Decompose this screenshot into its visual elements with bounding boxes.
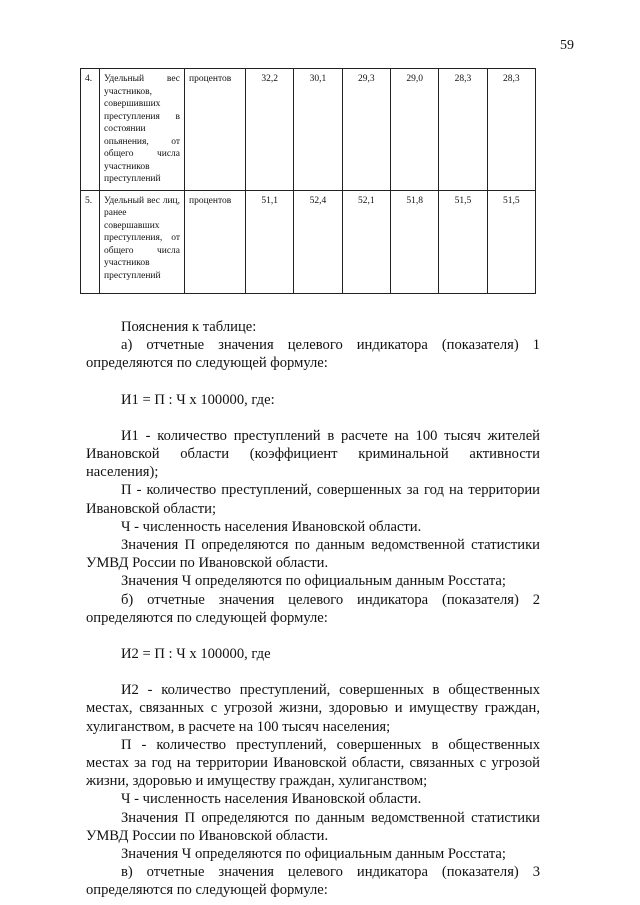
- paragraph: а) отчетные значения целевого индикатора (показателя) 1 определяются по следующей формуле:: [86, 337, 540, 372]
- paragraph: И1 - количество преступлений в расчете на 100 тысяч жителей Ивановской области (коэффициент криминальной активности населения);: [86, 427, 540, 481]
- value-cell: 28,3: [487, 69, 535, 191]
- indicators-table: [80, 68, 536, 294]
- paragraph: Значения Ч определяются по официальным данным Росстата;: [121, 846, 506, 863]
- paragraph: Значения П определяются по данным ведомственной статистики УМВД России по Ивановской области.: [86, 809, 540, 844]
- formula: И1 = П : Ч х 100000, где:: [121, 391, 275, 408]
- value-cell: 52,1: [342, 190, 390, 293]
- indicator-name: Удельный вес участников, совершивших преступления в состоянии опьянения, от общего числа участников преступлений: [100, 69, 185, 191]
- value-cell: 28,3: [439, 69, 487, 191]
- paragraph: Значения Ч определяются по официальным данным Росстата;: [121, 573, 506, 590]
- value-cell: 52,4: [294, 190, 342, 293]
- paragraph: И2 - количество преступлений, совершенных в общественных местах, связанных с угрозой жизни, здоровью и имуществу граждан, хулиганством, в расчете на 100 тысяч населения;: [86, 682, 540, 735]
- value-cell: 51,5: [439, 190, 487, 293]
- value-cell: 51,5: [487, 190, 535, 293]
- paragraph: б) отчетные значения целевого индикатора (показателя) 2 определяются по следующей формуле:: [86, 591, 540, 626]
- unit-cell: процентов: [185, 190, 246, 293]
- paragraph: в) отчетные значения целевого индикатора (показателя) 3 определяются по следующей формуле:: [86, 864, 540, 899]
- explanations-text: [86, 318, 540, 900]
- table-row: [81, 190, 536, 293]
- row-number: 4.: [81, 69, 100, 191]
- unit-cell: процентов: [185, 69, 246, 191]
- value-cell: 29,3: [342, 69, 390, 191]
- value-cell: 51,8: [390, 190, 438, 293]
- paragraph: П - количество преступлений, совершенных в общественных местах за год на территории Ивановской области, связанных с угрозой жизни, здоровью и имуществу граждан, хулиганством;: [86, 736, 540, 790]
- formula: И2 = П : Ч х 100000, где: [121, 646, 271, 663]
- paragraph: Пояснения к таблице:: [121, 319, 257, 335]
- paragraph: Ч - численность населения Ивановской области.: [121, 518, 422, 535]
- paragraph: П - количество преступлений, совершенных за год на территории Ивановской области;: [86, 482, 540, 517]
- value-cell: 51,1: [246, 190, 294, 293]
- row-number: 5.: [81, 190, 100, 293]
- paragraph: Ч - численность населения Ивановской области.: [121, 791, 422, 808]
- page-number: 59: [560, 38, 574, 53]
- indicator-name: Удельный вес лиц, ранее совершавших преступления, от общего числа участников преступлений: [100, 190, 185, 293]
- table-row: [81, 69, 536, 191]
- value-cell: 30,1: [294, 69, 342, 191]
- paragraph: Значения П определяются по данным ведомственной статистики УМВД России по Ивановской области.: [86, 537, 540, 572]
- value-cell: 29,0: [390, 69, 438, 191]
- value-cell: 32,2: [246, 69, 294, 191]
